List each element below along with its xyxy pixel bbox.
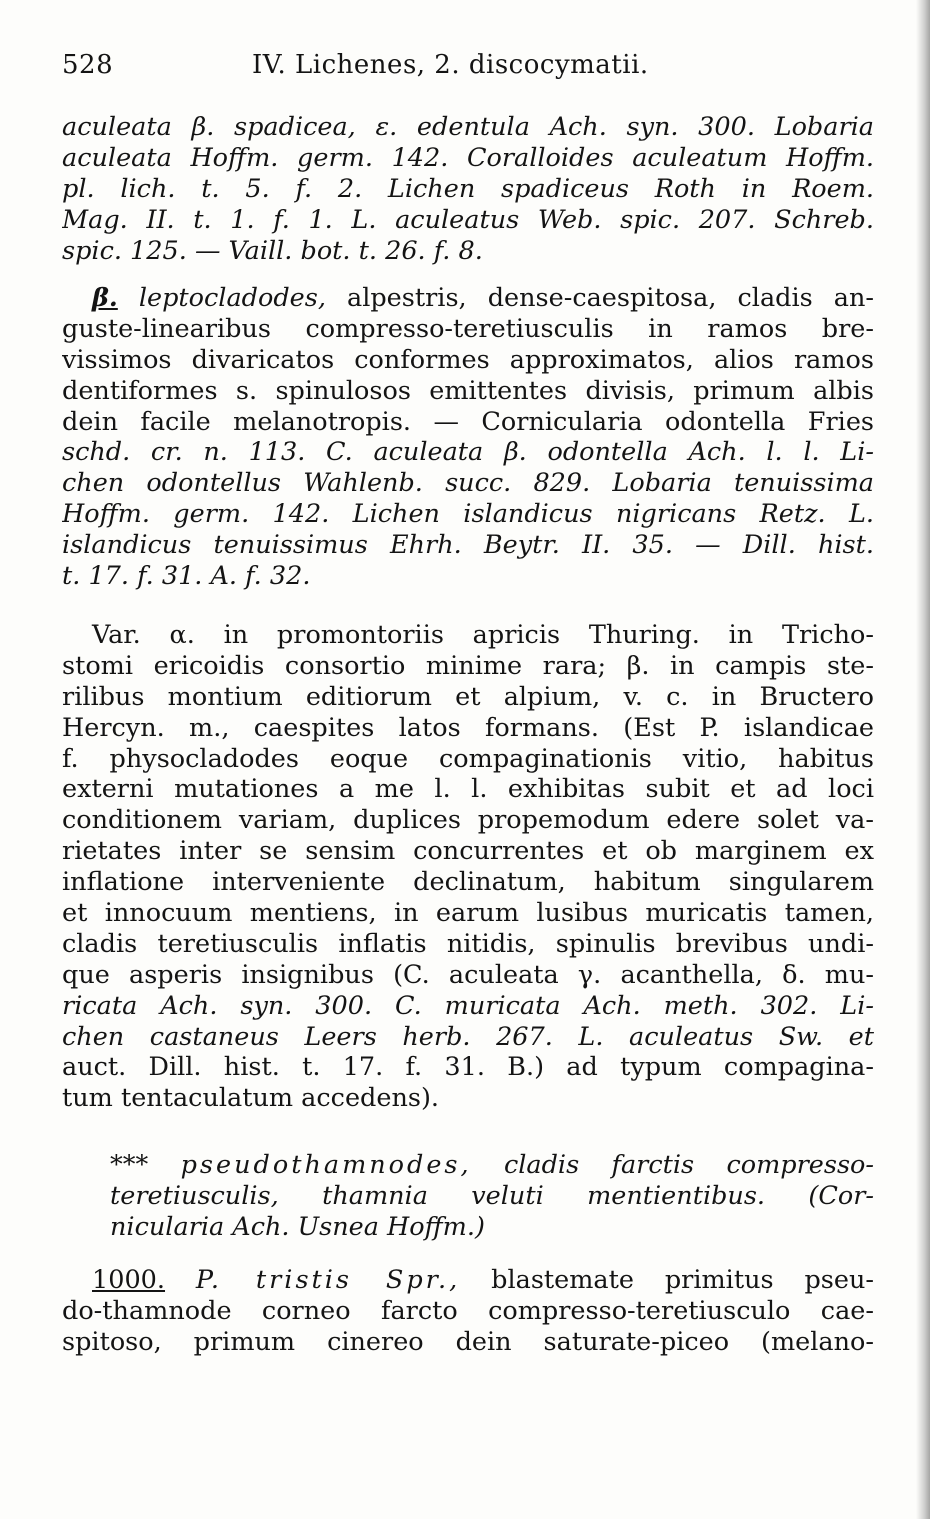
text-line: teretiusculis, thamnia veluti mentientibus. (Cor-: [110, 1180, 874, 1211]
text-line: spic. 125. — Vaill. bot. t. 26. f. 8.: [62, 235, 483, 266]
text-line: aculeata Hoffm. germ. 142. Coralloides aculeatum Hoffm.: [62, 142, 874, 173]
variety-notes: [62, 620, 874, 1114]
text-line: chen odontellus Wahlenb. succ. 829. Lobaria tenuissima: [62, 468, 874, 499]
text-line: que asperis insignibus (C. aculeata γ. acanthella, δ. mu-: [62, 959, 874, 990]
text-line: do-thamnode corneo farcto compresso-teretiusculo cae-: [62, 1295, 874, 1326]
text-line: chen castaneus Leers herb. 267. L. aculeatus Sw. et: [62, 1021, 874, 1052]
text-fragment: blastemate primitus pseu-: [460, 1265, 874, 1295]
variety-beta-leptocladodes: [62, 283, 874, 592]
text-line: [62, 1265, 874, 1296]
text-line: t. 17. f. 31. A. f. 32.: [62, 561, 311, 592]
text-line: dein facile melanotropis. — Cornicularia odontella Fries: [62, 406, 874, 437]
text-line: et innocuum mentiens, in earum lusibus muricatis tamen,: [62, 898, 874, 929]
page-edge-shadow: [916, 0, 930, 1519]
section-stars: ***: [110, 1150, 149, 1180]
species-name: P. tristis Spr.,: [195, 1265, 461, 1295]
text-line: nicularia Ach. Usnea Hoffm.): [110, 1211, 485, 1242]
text-line: ricata Ach. syn. 300. C. muricata Ach. meth. 302. Li-: [62, 990, 874, 1021]
text-line: Hercyn. m., caespites latos formans. (Est P. islandicae: [62, 712, 874, 743]
variety-name: leptocladodes,: [138, 283, 326, 313]
text-line: guste-linearibus compresso-teretiusculis in ramos bre-: [62, 313, 874, 344]
text-line: Var. α. in promontoriis apricis Thuring. in Tricho-: [92, 620, 874, 650]
species-number: 1000.: [92, 1265, 166, 1295]
text-line: auct. Dill. hist. t. 17. f. 31. B.) ad typum compagina-: [62, 1052, 874, 1083]
running-title: IV. Lichenes, 2. discocymatii.: [252, 50, 649, 80]
text-line: Hoffm. germ. 142. Lichen islandicus nigricans Retz. L.: [62, 499, 874, 530]
text-line: rilibus montium editiorum et alpium, v. c. in Bructero: [62, 681, 874, 712]
variety-marker: β.: [92, 283, 118, 313]
running-header: [62, 50, 882, 80]
text-line: Mag. II. t. 1. f. 1. L. aculeatus Web. spic. 207. Schreb.: [62, 204, 874, 235]
text-line: dentiformes s. spinulosos emittentes divisis, primum albis: [62, 375, 874, 406]
text-line: islandicus tenuissimus Ehrh. Beytr. II. 35. — Dill. hist.: [62, 530, 874, 561]
text-line: aculeata β. spadicea, ε. edentula Ach. syn. 300. Lobaria: [62, 112, 874, 142]
page-number: 528: [62, 50, 114, 80]
text-fragment: cladis farctis compresso-: [471, 1150, 874, 1180]
text-line: stomi ericoidis consortio minime rara; β. in campis ste-: [62, 650, 874, 681]
text-line: rietates inter se sensim concurrentes et ob marginem ex: [62, 836, 874, 867]
section-name: pseudothamnodes,: [180, 1150, 472, 1180]
text-line: pl. lich. t. 5. f. 2. Lichen spadiceus Roth in Roem.: [62, 173, 874, 204]
section-pseudothamnodes: [62, 1150, 874, 1243]
text-line: cladis teretiusculis inflatis nitidis, spinulis brevibus undi-: [62, 928, 874, 959]
text-line: externi mutationes a me l. l. exhibitas subit et ad loci: [62, 774, 874, 805]
text-line: schd. cr. n. 113. C. aculeata β. odontella Ach. l. l. Li-: [62, 437, 874, 468]
synonymy-continuation: [62, 112, 874, 266]
text-line: [62, 283, 874, 314]
text-fragment: alpestris, dense-caespitosa, cladis an-: [325, 283, 874, 313]
text-line: conditionem variam, duplices propemodum edere solet va-: [62, 805, 874, 836]
text-line: vissimos divaricatos conformes approximatos, alios ramos: [62, 344, 874, 375]
text-line: spitoso, primum cinereo dein saturate-piceo (melano-: [62, 1326, 874, 1357]
text-line: tum tentaculatum accedens).: [62, 1083, 440, 1114]
species-1000-tristis: [62, 1265, 874, 1358]
text-line: f. physocladodes eoque compaginationis vitio, habitus: [62, 743, 874, 774]
text-line: [62, 1150, 874, 1181]
text-line: inflatione interveniente declinatum, habitum singularem: [62, 867, 874, 898]
